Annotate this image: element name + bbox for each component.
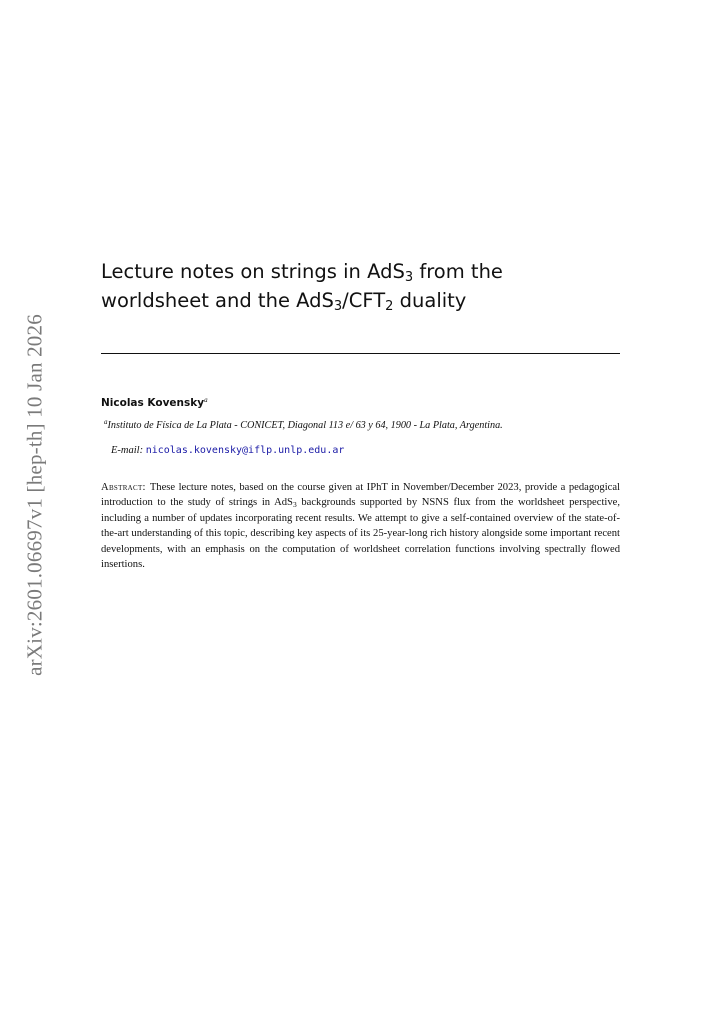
arxiv-sidebar [20,295,50,695]
title-line2-subscript-1: 3 [333,299,343,314]
abstract-text-a: These lecture notes, based on the course given at IPhT in November/December 2023, provide a pedagogical introduction to the study of strings in AdS [101,482,620,509]
title-line2-c: duality [393,289,467,312]
abstract-text-b: backgrounds supported by NSNS flux from the worldsheet perspective, including a number of updates incorporating recent results. We attempt to give a self-contained overview of the state-of-the-art understanding of this topic, describing key aspects of its 25-year-long rich history alongside some important recent developments, with an emphasis on the computation of worldsheet correlation functions involving spectrally flowed insertions. [101,497,620,571]
title-line1-subscript: 3 [404,270,414,285]
author-name-text: Nicolas Kovensky [101,397,205,409]
arxiv-identifier: arXiv:2601.06697v1 [hep-th] 10 Jan 2026 [22,314,47,676]
title-line1-a: Lecture notes on strings in AdS [101,260,405,283]
title-line2-subscript-2: 2 [385,299,394,314]
author-name [101,397,208,409]
email-line [111,445,344,456]
affiliation-text: Instituto de Física de La Plata - CONICET, Diagonal 113 e/ 63 y 64, 1900 - La Plata, Argentina. [107,420,503,431]
email-link[interactable]: nicolas.kovensky@iflp.unlp.edu.ar [145,445,345,456]
paper-title [101,257,621,315]
affiliation [104,420,624,431]
title-line2-a: worldsheet and the AdS [101,289,334,312]
title-line1-b: from the [413,260,503,283]
affiliation-mark: a [104,418,108,426]
email-label: E-mail: [111,445,144,456]
title-line2-b: /CFT [342,289,386,312]
author-affiliation-mark: a [204,396,208,404]
title-divider [101,353,620,354]
abstract-heading: Abstract: [101,482,146,493]
abstract-subscript: 3 [292,500,297,510]
abstract [101,480,620,572]
